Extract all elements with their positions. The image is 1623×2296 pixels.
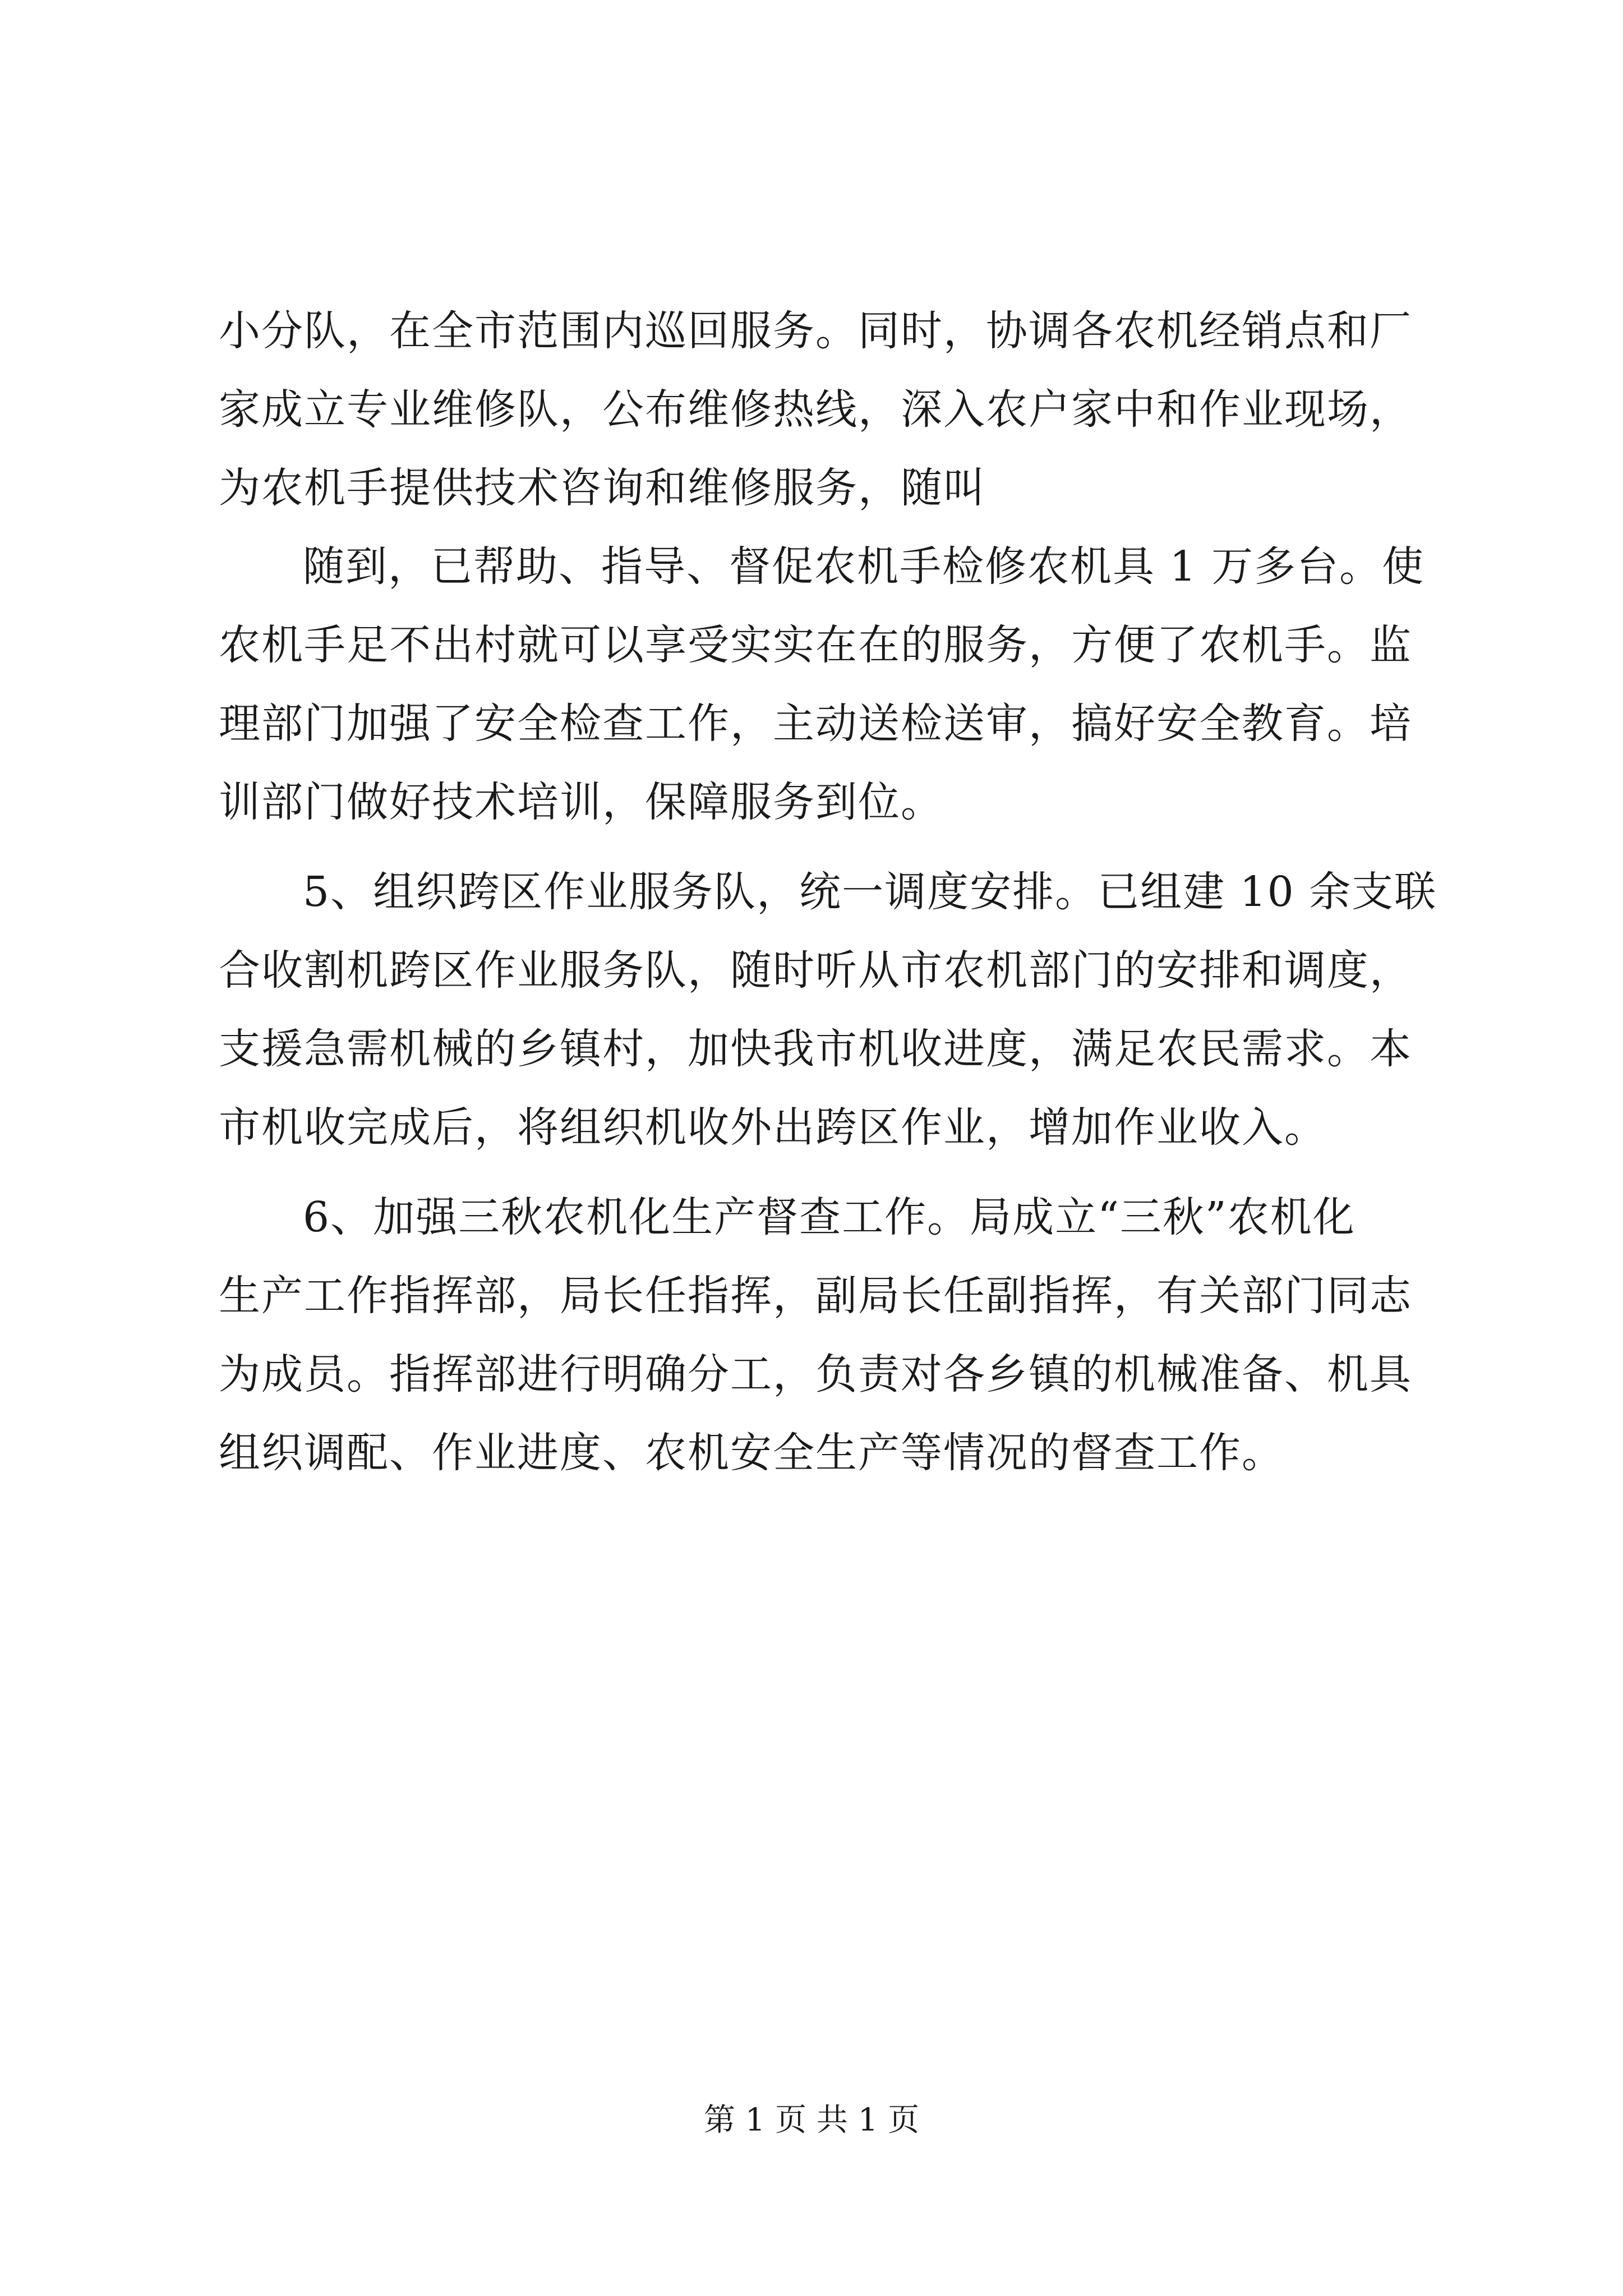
body-line-12: 6、加强三秋农机化生产督查工作。局成立“三秋”农机化: [303, 1193, 1355, 1241]
body-line-15: 组织调配、作业进度、农机安全生产等情况的督查工作。: [219, 1429, 1284, 1477]
body-line-1: 小分队，在全市范围内巡回服务。同时，协调各农机经销点和厂: [219, 307, 1412, 355]
body-line-6: 理部门加强了安全检查工作，主动送检送审，搞好安全教育。培: [219, 700, 1412, 748]
page-number-footer: 第 1 页 共 1 页: [703, 2102, 920, 2138]
body-line-8: 5、组织跨区作业服务队，统一调度安排。已组建 10 余支联: [303, 868, 1437, 916]
body-line-11: 市机收完成后，将组织机收外出跨区作业，增加作业收入。: [219, 1103, 1327, 1152]
body-line-2: 家成立专业维修队，公布维修热线，深入农户家中和作业现场，: [219, 385, 1412, 434]
body-line-10: 支援急需机械的乡镇村，加快我市机收进度，满足农民需求。本: [219, 1025, 1412, 1073]
body-line-13: 生产工作指挥部，局长任指挥，副局长任副指挥，有关部门同志: [219, 1272, 1412, 1320]
body-line-3: 为农机手提供技术咨询和维修服务，随叫: [219, 464, 986, 512]
body-line-14: 为成员。指挥部进行明确分工，负责对各乡镇的机械准备、机具: [219, 1350, 1412, 1398]
body-line-9: 合收割机跨区作业服务队，随时听从市农机部门的安排和调度，: [219, 946, 1412, 995]
body-line-7: 训部门做好技术培训，保障服务到位。: [219, 778, 943, 826]
body-line-4: 随到，已帮助、指导、督促农机手检修农机具 1 万多台。使: [303, 542, 1425, 591]
body-line-5: 农机手足不出村就可以享受实实在在的服务，方便了农机手。监: [219, 621, 1412, 669]
